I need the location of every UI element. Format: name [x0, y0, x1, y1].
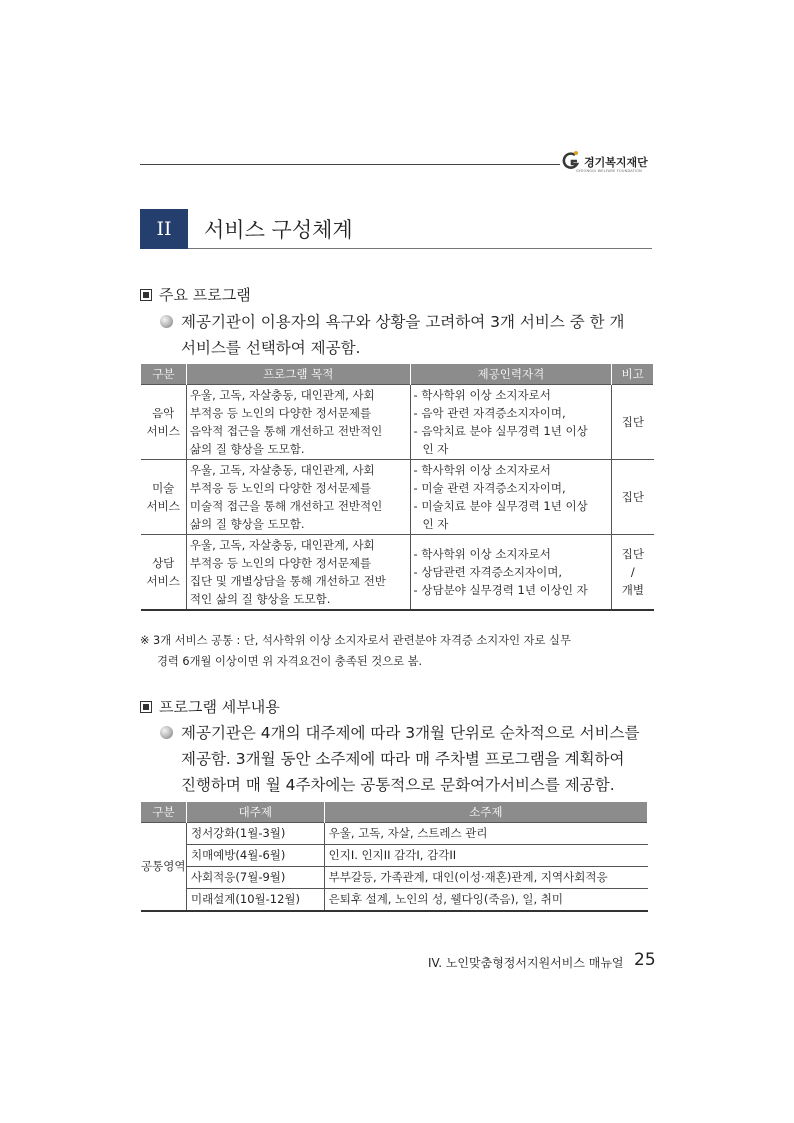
table-row	[141, 535, 654, 611]
paragraph-main-programs	[160, 309, 654, 361]
heading-text: 프로그램 세부내용	[159, 698, 280, 716]
table-row	[141, 867, 648, 889]
round-bullet-icon	[160, 315, 173, 328]
round-bullet-icon	[160, 726, 173, 739]
table-header-row	[141, 364, 654, 385]
org-subname: GYEONGGI WELFARE FOUNDATION	[576, 169, 642, 173]
heading-main-programs	[140, 284, 251, 305]
paragraph-line: 서비스를 선택하여 제공함.	[181, 339, 361, 357]
program-detail-table	[140, 802, 648, 912]
cell-note: 집단	[612, 385, 654, 460]
table-row	[141, 823, 648, 845]
cell-major-theme: 미래설계(10월-12월)	[186, 889, 324, 912]
heading-program-details	[140, 696, 280, 717]
col-header: 구분	[141, 802, 187, 823]
col-header: 비고	[612, 364, 654, 385]
cell-purpose: 우울, 고독, 자살충동, 대인관계, 사회 부적응 등 노인의 다양한 정서문제를 음악적 접근을 통해 개선하고 전반적인 삶의 질 향상을 도모함.	[186, 385, 410, 460]
section-title-rule	[188, 248, 652, 249]
cell-minor-theme: 은퇴후 설계, 노인의 성, 웰다잉(죽음), 일, 취미	[324, 889, 647, 912]
cell-note: 집단 / 개별	[612, 535, 654, 611]
col-header: 제공인력자격	[410, 364, 612, 385]
table-row	[141, 845, 648, 867]
square-bullet-icon	[140, 289, 152, 301]
cell-major-theme: 정서강화(1월-3월)	[186, 823, 324, 845]
cell-minor-theme: 부부갈등, 가족관계, 대인(이성·재혼)관계, 지역사회적응	[324, 867, 647, 889]
paragraph-line: 제공기관은 4개의 대주제에 따라 3개월 단위로 순차적으로 서비스를	[160, 720, 654, 746]
cell-category: 상담 서비스	[141, 535, 187, 611]
paragraph-line: 제공함. 3개월 동안 소주제에 따라 매 주차별 프로그램을 계획하여	[181, 750, 625, 768]
org-name: 경기복지재단	[584, 156, 648, 169]
cell-purpose: 우울, 고독, 자살충동, 대인관계, 사회 부적응 등 노인의 다양한 정서문제를 집단 및 개별상담을 통해 개선하고 전반 적인 삶의 질 향상을 도모함.	[186, 535, 410, 611]
footnote	[140, 630, 654, 672]
cell-note: 집단	[612, 460, 654, 535]
page-number: 25	[634, 950, 656, 970]
org-logo	[562, 150, 662, 176]
footnote-line: ※ 3개 서비스 공통 : 단, 석사학위 이상 소지자로서 관련분야 자격증 소지자인 자로 실무	[140, 634, 571, 647]
paragraph-line: 진행하며 매 월 4주차에는 공통적으로 문화여가서비스를 제공함.	[181, 776, 615, 794]
paragraph-line: 제공기관이 이용자의 욕구와 상황을 고려하여 3개 서비스 중 한 개	[160, 309, 654, 335]
cell-category: 공통영역	[141, 823, 187, 912]
table-row	[141, 460, 654, 535]
cell-minor-theme: 우울, 고독, 자살, 스트레스 관리	[324, 823, 647, 845]
footnote-line: 경력 6개월 이상이면 위 자격요건이 충족된 것으로 봄.	[157, 655, 423, 668]
table-header-row	[141, 802, 648, 823]
cell-qualification: - 학사학위 이상 소지자로서 - 미술 관련 자격증소지자이며, - 미술치료 분야 실무경력 1년 이상 인 자	[410, 460, 612, 535]
cell-major-theme: 사회적응(7월-9월)	[186, 867, 324, 889]
cell-major-theme: 치매예방(4월-6월)	[186, 845, 324, 867]
section-title: 서비스 구성체계	[204, 218, 353, 242]
col-header: 구분	[141, 364, 187, 385]
running-footer: IV. 노인맞춤형정서지원서비스 매뉴얼	[428, 956, 624, 970]
section-number-badge: II	[140, 209, 188, 249]
cell-category: 음악 서비스	[141, 385, 187, 460]
cell-purpose: 우울, 고독, 자살충동, 대인관계, 사회 부적응 등 노인의 다양한 정서문제를 미술적 접근을 통해 개선하고 전반적인 삶의 질 향상을 도모함.	[186, 460, 410, 535]
cell-qualification: - 학사학위 이상 소지자로서 - 상담관련 자격증소지자이며, - 상담분야 실무경력 1년 이상인 자	[410, 535, 612, 611]
cell-qualification: - 학사학위 이상 소지자로서 - 음악 관련 자격증소지자이며, - 음악치료 분야 실무경력 1년 이상 인 자	[410, 385, 612, 460]
paragraph-program-details	[160, 720, 654, 798]
cell-category: 미술 서비스	[141, 460, 187, 535]
table-row	[141, 889, 648, 912]
col-header: 대주제	[186, 802, 324, 823]
table-row	[141, 385, 654, 460]
col-header: 프로그램 목적	[186, 364, 410, 385]
program-table	[140, 364, 654, 611]
heading-text: 주요 프로그램	[159, 286, 251, 304]
cell-minor-theme: 인지I. 인지II 감각I, 감각II	[324, 845, 647, 867]
square-bullet-icon	[140, 701, 152, 713]
header-rule	[140, 164, 560, 165]
col-header: 소주제	[324, 802, 647, 823]
